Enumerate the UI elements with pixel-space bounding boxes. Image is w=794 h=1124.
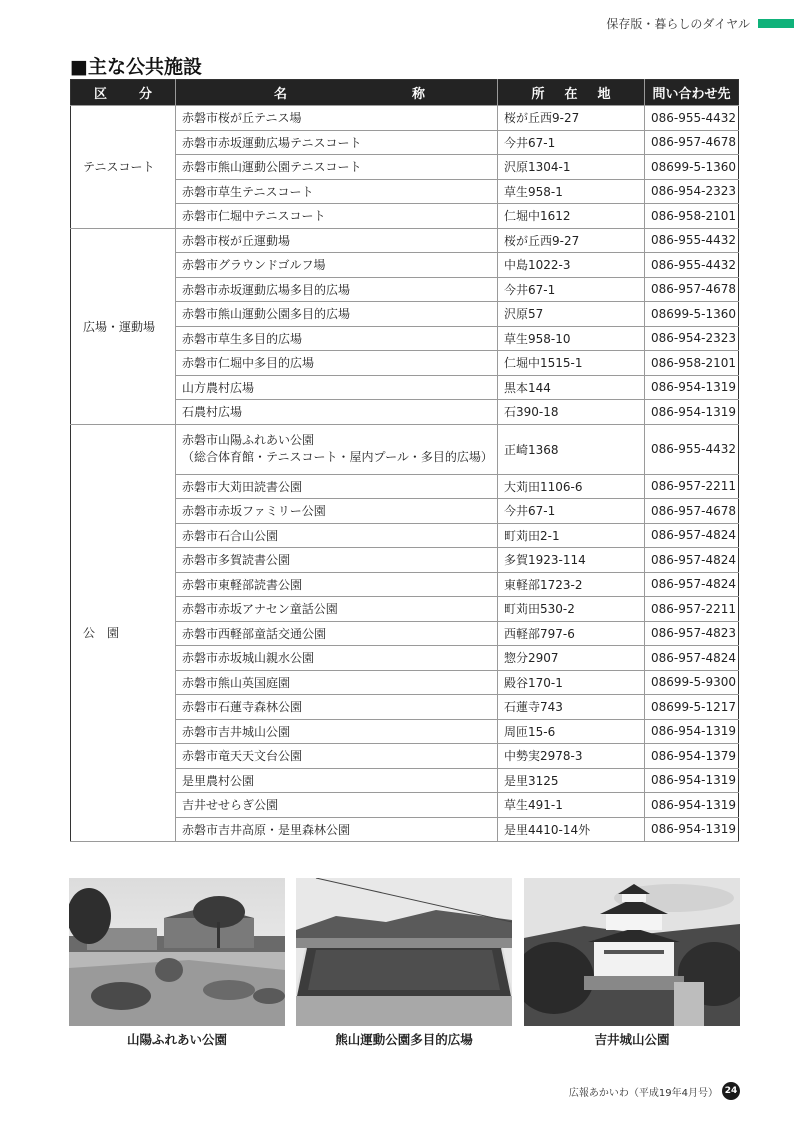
header-name: 名 称 (176, 80, 498, 106)
page-title: ■主な公共施設 (70, 56, 202, 78)
facility-name-cell: 是里農村公園 (176, 768, 498, 793)
address-cell: 中島1022-3 (498, 253, 645, 278)
footer-publication: 広報あかいわ（平成19年4月号） (568, 1087, 718, 1099)
category-cell: 広場・運動場 (71, 228, 176, 424)
address-cell: 大苅田1106-6 (498, 474, 645, 499)
phone-cell: 086-955-4432 (645, 253, 739, 278)
address-cell: 草生958-10 (498, 326, 645, 351)
address-cell: 桜が丘西9-27 (498, 228, 645, 253)
address-cell: 桜が丘西9-27 (498, 106, 645, 131)
phone-cell: 086-954-1319 (645, 400, 739, 425)
top-header (606, 14, 794, 32)
phone-cell: 086-958-2101 (645, 351, 739, 376)
phone-cell: 08699-5-1217 (645, 695, 739, 720)
header-phone: 問い合わせ先 (645, 80, 739, 106)
phone-cell: 086-957-4824 (645, 572, 739, 597)
photo-kumayama-sports-park (296, 878, 512, 1026)
address-cell: 是里4410-14外 (498, 817, 645, 842)
page-footer (569, 1082, 740, 1100)
photo-caption-1: 山陽ふれあい公園 (126, 1032, 227, 1047)
phone-cell: 086-957-4678 (645, 277, 739, 302)
phone-cell: 086-954-1319 (645, 817, 739, 842)
address-cell: 町苅田530-2 (498, 597, 645, 622)
phone-cell: 086-954-1319 (645, 768, 739, 793)
facility-name-cell: 赤磐市熊山運動公園多目的広場 (176, 302, 498, 327)
phone-cell: 08699-5-1360 (645, 155, 739, 180)
facility-name-cell: 赤磐市赤坂城山親水公園 (176, 646, 498, 671)
category-cell: 公 園 (71, 424, 176, 842)
phone-cell: 086-957-4824 (645, 646, 739, 671)
facility-name-cell: 赤磐市東軽部読書公園 (176, 572, 498, 597)
address-cell: 草生958-1 (498, 179, 645, 204)
photo-caption-3: 吉井城山公園 (594, 1032, 670, 1047)
phone-cell: 086-955-4432 (645, 424, 739, 474)
facility-name-cell: 赤磐市熊山英国庭園 (176, 670, 498, 695)
facility-name-cell: 赤磐市西軽部童話交通公園 (176, 621, 498, 646)
facilities-table (70, 79, 739, 842)
table-header-row (71, 80, 739, 106)
facility-name-cell: 赤磐市赤坂アナセン童話公園 (176, 597, 498, 622)
photo-caption-2: 熊山運動公園多目的広場 (335, 1032, 473, 1047)
facility-name-cell: 赤磐市石蓮寺森林公園 (176, 695, 498, 720)
facility-name-cell: 山方農村広場 (176, 375, 498, 400)
phone-cell: 086-957-2211 (645, 474, 739, 499)
photo-sanyo-fureai-park (69, 878, 285, 1026)
header-category: 区分 (71, 80, 176, 106)
phone-cell: 086-954-1319 (645, 375, 739, 400)
phone-cell: 086-954-1319 (645, 719, 739, 744)
phone-cell: 086-958-2101 (645, 204, 739, 229)
facility-name-cell: 赤磐市吉井高原・是里森林公園 (176, 817, 498, 842)
phone-cell: 086-955-4432 (645, 228, 739, 253)
address-cell: 殿谷170-1 (498, 670, 645, 695)
phone-cell: 086-954-1379 (645, 744, 739, 769)
address-cell: 今井67-1 (498, 277, 645, 302)
facility-name-cell: 赤磐市山陽ふれあい公園 （総合体育館・テニスコート・屋内プール・多目的広場） (176, 424, 498, 474)
facility-name-cell: 赤磐市桜が丘テニス場 (176, 106, 498, 131)
address-cell: 西軽部797-6 (498, 621, 645, 646)
address-cell: 黒本144 (498, 375, 645, 400)
page-number: 24 (722, 1082, 740, 1100)
table-row (71, 106, 739, 131)
header-accent-bar (758, 19, 794, 28)
address-cell: 惣分2907 (498, 646, 645, 671)
facility-name-cell: 赤磐市仁堀中多目的広場 (176, 351, 498, 376)
phone-cell: 086-957-4824 (645, 523, 739, 548)
address-cell: 石蓮寺743 (498, 695, 645, 720)
phone-cell: 086-954-2323 (645, 326, 739, 351)
address-cell: 東軽部1723-2 (498, 572, 645, 597)
facility-name-cell: 赤磐市竜天天文台公園 (176, 744, 498, 769)
address-cell: 草生491-1 (498, 793, 645, 818)
facility-name-cell: 吉井せせらぎ公園 (176, 793, 498, 818)
facility-name-cell: 赤磐市赤坂ファミリー公園 (176, 499, 498, 524)
address-cell: 沢原57 (498, 302, 645, 327)
phone-cell: 08699-5-1360 (645, 302, 739, 327)
table-body (71, 106, 739, 842)
facility-name-cell: 赤磐市草生テニスコート (176, 179, 498, 204)
phone-cell: 086-954-2323 (645, 179, 739, 204)
table-row (71, 228, 739, 253)
phone-cell: 086-957-4823 (645, 621, 739, 646)
address-cell: 石390-18 (498, 400, 645, 425)
phone-cell: 086-957-4824 (645, 548, 739, 573)
phone-cell: 08699-5-9300 (645, 670, 739, 695)
category-cell: テニスコート (71, 106, 176, 229)
address-cell: 中勢実2978-3 (498, 744, 645, 769)
facility-name-cell: 赤磐市多賀読書公園 (176, 548, 498, 573)
phone-cell: 086-955-4432 (645, 106, 739, 131)
phone-cell: 086-954-1319 (645, 793, 739, 818)
phone-cell: 086-957-2211 (645, 597, 739, 622)
facility-name-cell: 赤磐市吉井城山公園 (176, 719, 498, 744)
address-cell: 仁堀中1612 (498, 204, 645, 229)
facility-name-cell: 石農村広場 (176, 400, 498, 425)
address-cell: 多賀1923-114 (498, 548, 645, 573)
address-cell: 周匝15-6 (498, 719, 645, 744)
table-row (71, 424, 739, 474)
facility-name-cell: 赤磐市草生多目的広場 (176, 326, 498, 351)
phone-cell: 086-957-4678 (645, 499, 739, 524)
facility-name-cell: 赤磐市赤坂運動広場テニスコート (176, 130, 498, 155)
facility-name-cell: 赤磐市石合山公園 (176, 523, 498, 548)
address-cell: 今井67-1 (498, 130, 645, 155)
facility-name-cell: 赤磐市赤坂運動広場多目的広場 (176, 277, 498, 302)
phone-cell: 086-957-4678 (645, 130, 739, 155)
facility-name-cell: 赤磐市桜が丘運動場 (176, 228, 498, 253)
address-cell: 今井67-1 (498, 499, 645, 524)
facility-name-cell: 赤磐市仁堀中テニスコート (176, 204, 498, 229)
header-address: 所在地 (498, 80, 645, 106)
address-cell: 沢原1304-1 (498, 155, 645, 180)
facility-name-cell: 赤磐市熊山運動公園テニスコート (176, 155, 498, 180)
header-label: 保存版・暮らしのダイヤル (606, 16, 750, 31)
facility-name-cell: 赤磐市グラウンドゴルフ場 (176, 253, 498, 278)
address-cell: 町苅田2-1 (498, 523, 645, 548)
address-cell: 正崎1368 (498, 424, 645, 474)
photo-yoshii-shiroyama-park (524, 878, 740, 1026)
facility-name-cell: 赤磐市大苅田読書公園 (176, 474, 498, 499)
address-cell: 是里3125 (498, 768, 645, 793)
address-cell: 仁堀中1515-1 (498, 351, 645, 376)
